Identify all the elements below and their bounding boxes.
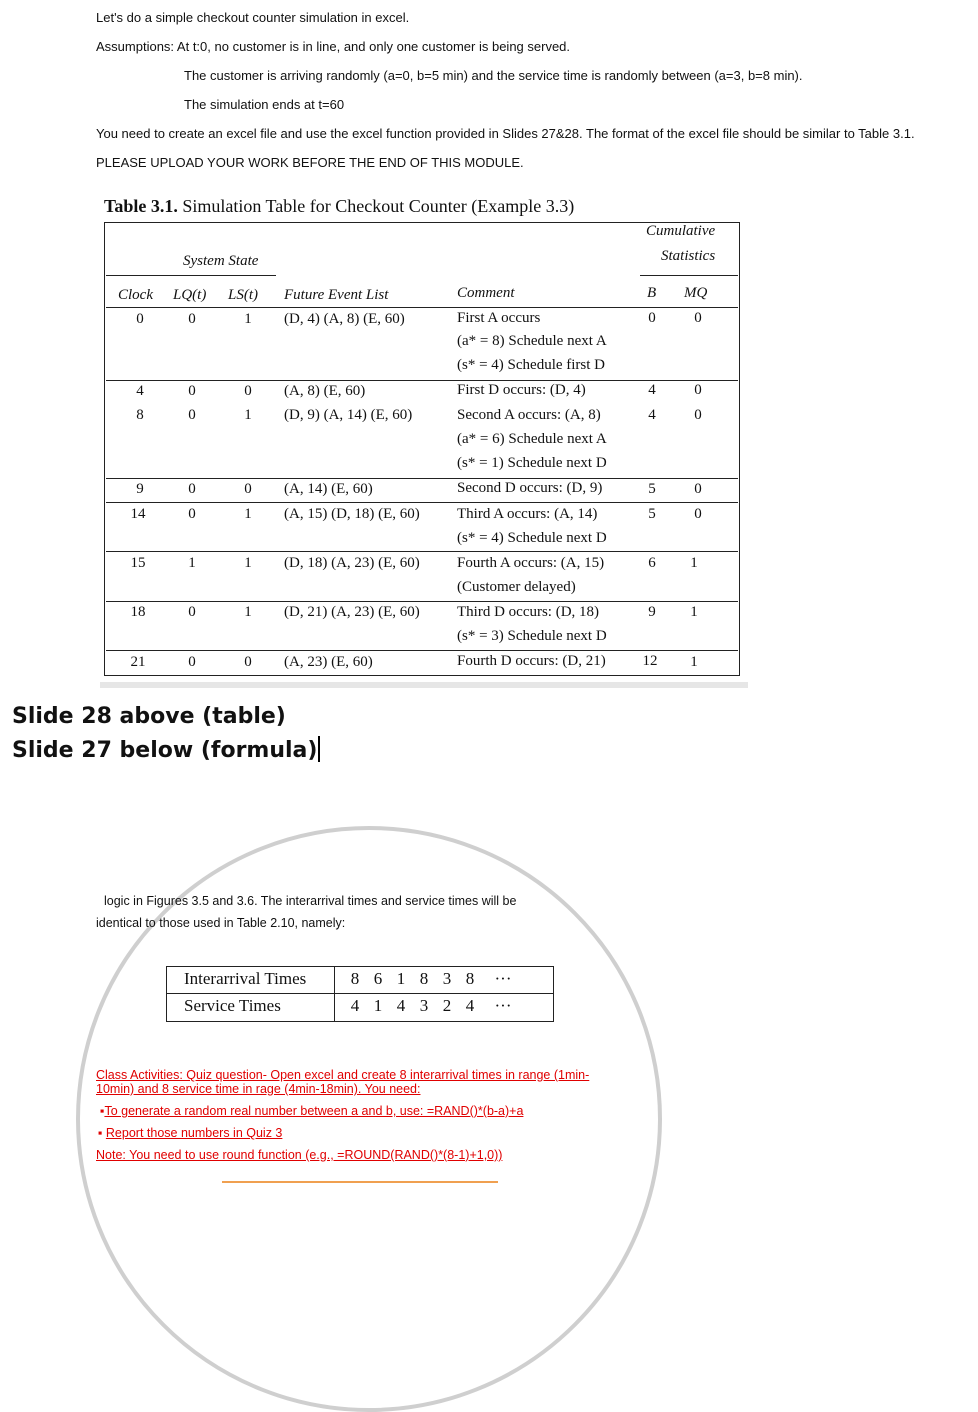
table-cell-fel: (A, 14) (E, 60) — [284, 481, 373, 497]
table-cell-mq: 0 — [694, 407, 702, 423]
table-cell-mq: 0 — [694, 382, 702, 398]
table-cell-lq: 0 — [188, 311, 196, 327]
row-rule — [106, 601, 738, 602]
service-value: 2 — [442, 996, 452, 1015]
table-cell-clock: 15 — [130, 555, 146, 571]
interarrival-value: 3 — [442, 969, 452, 988]
bullet-square-icon: ▪ — [98, 1126, 106, 1140]
row-rule — [106, 478, 738, 479]
caption-title: Simulation Table for Checkout Counter (Example 3.3) — [182, 196, 575, 216]
table-cell-clock: 14 — [130, 506, 146, 522]
table-cell-comment: (Customer delayed) — [457, 579, 576, 595]
table-cell-fel: (D, 4) (A, 8) (E, 60) — [284, 311, 405, 327]
service-value: 4 — [350, 996, 360, 1015]
row-rule — [106, 380, 738, 381]
interarrival-value: 6 — [373, 969, 383, 988]
service-value: 1 — [373, 996, 383, 1015]
table-cell-b: 5 — [648, 506, 656, 522]
table-cell-comment: Fourth D occurs: (D, 21) — [457, 653, 606, 669]
header-lq: LQ(t) — [173, 287, 207, 303]
table-image-shadow — [100, 682, 748, 688]
table-cell-ls: 1 — [244, 311, 252, 327]
bullet-rand — [100, 1104, 523, 1118]
table-cell-lq: 0 — [188, 604, 196, 620]
table-cell-comment: Third A occurs: (A, 14) — [457, 506, 598, 522]
table-cell-b: 0 — [648, 310, 656, 326]
header-b: B — [647, 285, 657, 301]
table-cell-clock: 8 — [136, 407, 144, 423]
table-cell-clock: 9 — [136, 481, 144, 497]
table-caption — [104, 196, 574, 217]
bullet-quiz — [98, 1126, 282, 1140]
header-comment: Comment — [457, 285, 515, 301]
table-cell-ls: 1 — [244, 555, 252, 571]
table-cell-ls: 0 — [244, 481, 252, 497]
magnified-slide-27 — [76, 826, 662, 1412]
table-cell-fel: (D, 18) (A, 23) (E, 60) — [284, 555, 420, 571]
table-cell-mq: 0 — [694, 310, 702, 326]
service-value: 4 — [396, 996, 406, 1015]
statistics-label: Statistics — [661, 248, 716, 264]
slide-note-line2[interactable] — [12, 736, 320, 763]
table-cell-comment: First A occurs — [457, 310, 541, 326]
table-cell-b: 5 — [648, 481, 656, 497]
row-rule — [106, 551, 738, 552]
table-cell-comment: (s* = 3) Schedule next D — [457, 628, 607, 644]
bullet-square-icon: ▪ — [100, 1104, 105, 1118]
table-cell-b: 6 — [648, 555, 656, 571]
table-cell-fel: (D, 21) (A, 23) (E, 60) — [284, 604, 420, 620]
header-ls: LS(t) — [228, 287, 258, 303]
interarrival-value: 8 — [465, 969, 475, 988]
table-cell-lq: 0 — [188, 481, 196, 497]
table-cell-ls: 1 — [244, 604, 252, 620]
table-cell-clock: 21 — [130, 654, 146, 670]
row-rule — [106, 650, 738, 651]
table-cell-comment: (s* = 4) Schedule first D — [457, 357, 606, 373]
header-clock: Clock — [118, 287, 153, 303]
table-cell-b: 12 — [642, 653, 658, 669]
table-cell-comment: (a* = 6) Schedule next A — [457, 431, 607, 447]
slide-note-line1: Slide 28 above (table) — [12, 704, 286, 729]
table-cell-clock: 4 — [136, 383, 144, 399]
table-cell-b: 9 — [648, 604, 656, 620]
table-cell-comment: Fourth A occurs: (A, 15) — [457, 555, 605, 571]
text-cursor — [318, 736, 320, 762]
row-rule — [106, 502, 738, 503]
table-cell-comment: First D occurs: (D, 4) — [457, 382, 586, 398]
class-activity-line1: Class Activities: Quiz question- Open excel and create 8 interarrival times in range (1min- — [96, 1068, 590, 1082]
intro-line: Let's do a simple checkout counter simulation in excel. — [96, 10, 410, 25]
service-label: Service Times — [184, 996, 281, 1015]
service-ellipsis: ··· — [494, 996, 512, 1015]
cumulative-label: Cumulative — [646, 223, 716, 239]
table-cell-comment: (s* = 4) Schedule next D — [457, 530, 607, 546]
table-cell-comment: Third D occurs: (D, 18) — [457, 604, 600, 620]
header-fel: Future Event List — [284, 287, 389, 303]
table-cell-ls: 0 — [244, 654, 252, 670]
table-cell-mq: 0 — [694, 506, 702, 522]
interarrival-row — [167, 967, 553, 993]
interarrival-label: Interarrival Times — [184, 969, 307, 988]
table-cell-mq: 0 — [694, 481, 702, 497]
book-text-line1: logic in Figures 3.5 and 3.6. The interarrival times and service times will be — [104, 894, 517, 908]
table-cell-ls: 0 — [244, 383, 252, 399]
table-cell-comment: Second D occurs: (D, 9) — [457, 480, 603, 496]
table-cell-b: 4 — [648, 407, 656, 423]
table-cell-lq: 1 — [188, 555, 196, 571]
book-text-line2: identical to those used in Table 2.10, namely: — [96, 916, 346, 930]
interarrival-value: 1 — [396, 969, 406, 988]
table-cell-clock: 0 — [136, 311, 144, 327]
slide-note-line2-text: Slide 27 below (formula) — [12, 738, 318, 763]
table-cell-mq: 1 — [690, 604, 698, 620]
table-cell-lq: 0 — [188, 506, 196, 522]
service-value: 4 — [465, 996, 475, 1015]
table-cell-mq: 1 — [690, 654, 698, 670]
table-cell-ls: 1 — [244, 407, 252, 423]
table-cell-fel: (A, 8) (E, 60) — [284, 383, 366, 399]
assumptions-line: Assumptions: At t:0, no customer is in line, and only one customer is being served. — [96, 39, 571, 54]
interarrival-value: 8 — [419, 969, 429, 988]
header-mq: MQ — [684, 285, 708, 301]
system-state-rule — [106, 275, 276, 276]
interarrival-ellipsis: ··· — [494, 969, 512, 988]
caption-number: Table 3.1. — [104, 196, 178, 216]
cumulative-rule — [640, 275, 738, 276]
table-cell-lq: 0 — [188, 654, 196, 670]
table-cell-comment: Second A occurs: (A, 8) — [457, 407, 601, 423]
table-cell-b: 4 — [648, 382, 656, 398]
class-activity-line2: 10min) and 8 service time in rage (4min-18min). You need: — [96, 1082, 421, 1096]
table-cell-ls: 1 — [244, 506, 252, 522]
interarrival-value: 8 — [350, 969, 360, 988]
excel-task-line: You need to create an excel file and use the excel function provided in Slides 27&28. The format of the excel file should be similar to Table 3.1. — [96, 126, 915, 141]
table-cell-lq: 0 — [188, 407, 196, 423]
simulation-end-line: The simulation ends at t=60 — [184, 97, 345, 112]
service-row — [167, 994, 553, 1020]
table-cell-fel: (D, 9) (A, 14) (E, 60) — [284, 407, 413, 423]
table-cell-mq: 1 — [690, 555, 698, 571]
header-rule — [106, 307, 738, 308]
interarrival-service-table — [166, 966, 554, 1022]
decorative-underline — [222, 1181, 498, 1183]
table-cell-comment: (s* = 1) Schedule next D — [457, 455, 607, 471]
system-state-label: System State — [183, 253, 259, 269]
round-function-note: Note: You need to use round function (e.g., =ROUND(RAND()*(8-1)+1,0)) — [96, 1148, 503, 1162]
table-cell-fel: (A, 15) (D, 18) (E, 60) — [284, 506, 420, 522]
table-cell-clock: 18 — [130, 604, 146, 620]
table-cell-fel: (A, 23) (E, 60) — [284, 654, 373, 670]
service-value: 3 — [419, 996, 429, 1015]
bullet-quiz-text: Report those numbers in Quiz 3 — [105, 1126, 283, 1140]
table-cell-comment: (a* = 8) Schedule next A — [457, 333, 607, 349]
upload-notice: PLEASE UPLOAD YOUR WORK BEFORE THE END OF THIS MODULE. — [96, 155, 524, 170]
bullet-rand-text: To generate a random real number between a and b, use: =RAND()*(b-a)+a — [104, 1104, 524, 1118]
arrival-service-line: The customer is arriving randomly (a=0, b=5 min) and the service time is randomly between (a=3, b=8 min). — [184, 68, 803, 83]
table-cell-lq: 0 — [188, 383, 196, 399]
